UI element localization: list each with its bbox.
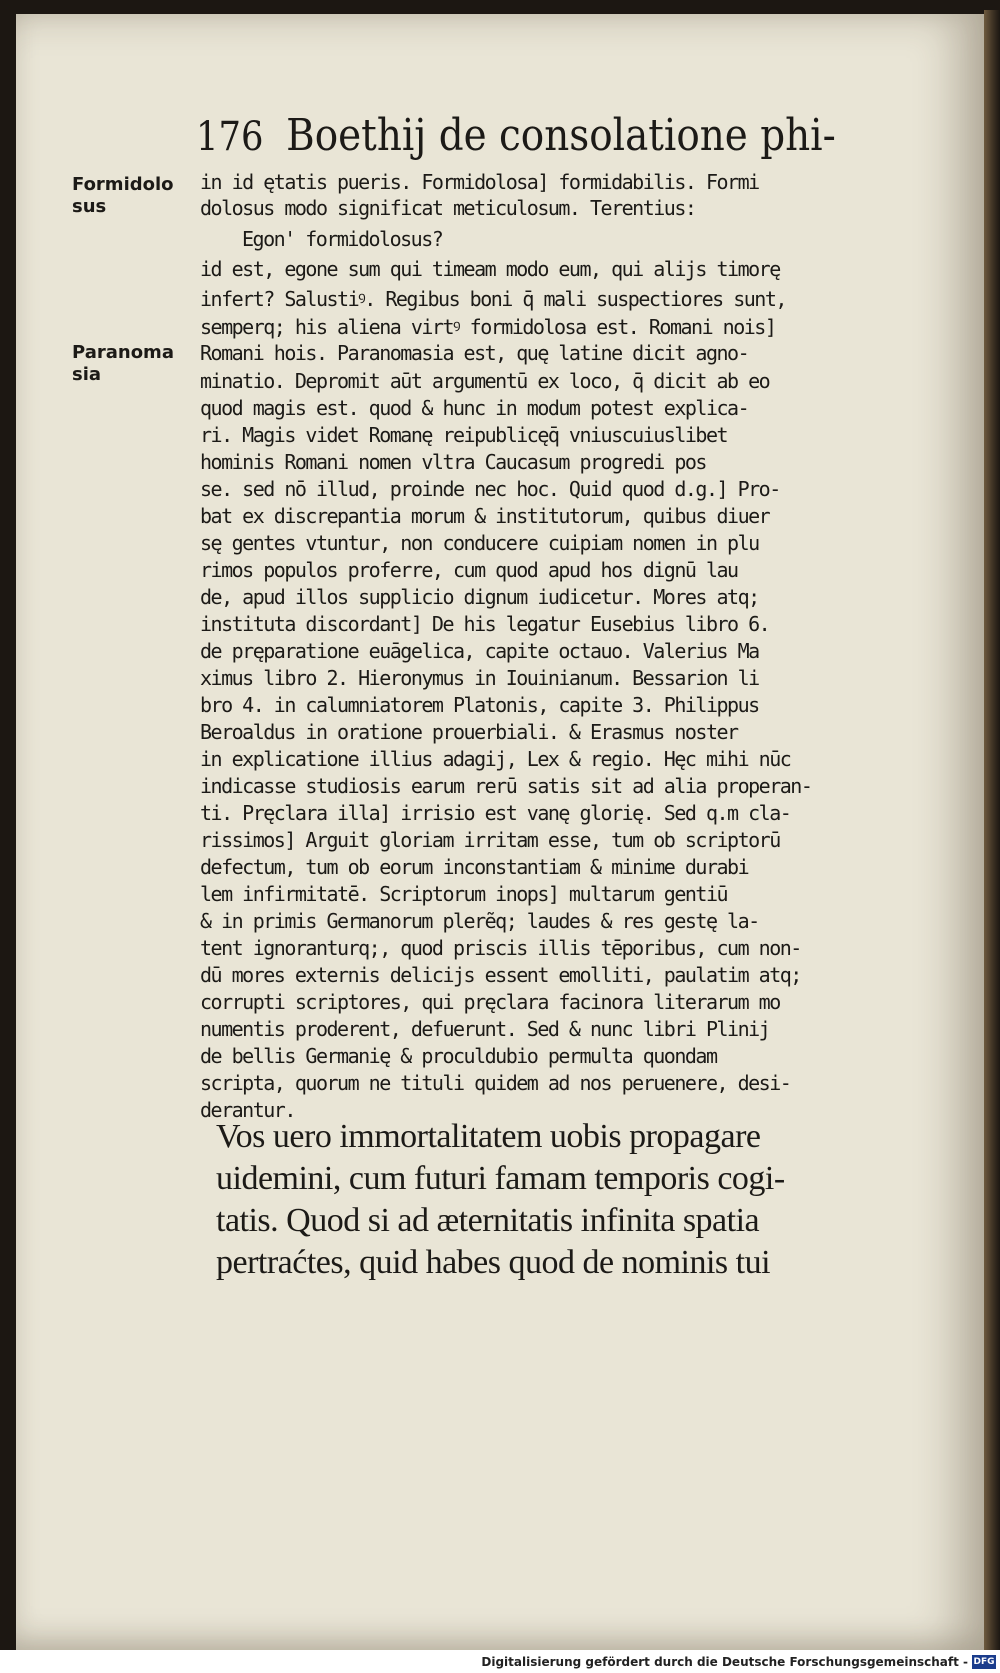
- main-text-line: Vos uero immortalitatem uobis propagare: [216, 1118, 761, 1155]
- main-text-line: tatis. Quod si ad æternitatis infinita spatia: [216, 1202, 760, 1239]
- margin-note: Formidolo sus: [72, 174, 174, 217]
- commentary-line: corrupti scriptores, qui pręclara facinora literarum mo: [200, 990, 780, 1014]
- commentary-line: semperq; his aliena virtꝰ formidolosa est. Romani nois]: [200, 315, 776, 339]
- commentary-line: instituta discordant] De his legatur Eusebius libro 6.: [200, 612, 770, 636]
- book-edge: [984, 10, 1000, 1650]
- main-text-line: pertraćtes, quid habes quod de nominis tui: [216, 1244, 771, 1281]
- commentary-line: scripta, quorum ne tituli quidem ad nos peruenere, desi-: [200, 1071, 791, 1095]
- commentary-line: ri. Magis videt Romanę reipublicęq̄ vniuscuiuslibet: [200, 423, 728, 447]
- commentary-line: Egon' formidolosus?: [242, 227, 443, 251]
- commentary-line: se. sed nō illud, proinde nec hoc. Quid quod d.g.] Pro-: [200, 477, 780, 501]
- margin-note: Paranoma sia: [72, 342, 174, 385]
- page-number: 176: [196, 114, 264, 160]
- commentary-line: ti. Pręclara illa] irrisio est vanę glorię. Sed q.m cla-: [200, 801, 791, 825]
- commentary-line: numentis proderent, defuerunt. Sed & nunc libri Plinij: [200, 1017, 770, 1041]
- commentary-line: de bellis Germanię & proculdubio permulta quondam: [200, 1044, 717, 1068]
- commentary-line: tent ignoranturq;, quod priscis illis tēporibus, cum non-: [200, 936, 801, 960]
- commentary-line: de pręparatione euāgelica, capite octauo. Valerius Ma: [200, 639, 759, 663]
- commentary-line: rissimos] Arguit gloriam irritam esse, tum ob scriptorū: [200, 828, 780, 852]
- commentary-line: ximus libro 2. Hieronymus in Iouinianum. Bessarion li: [200, 666, 759, 690]
- commentary-line: de, apud illos supplicio dignum iudicetur. Mores atq;: [200, 585, 759, 609]
- commentary-line: infert? Salustiꝰ. Regibus boni q̄ mali suspectiores sunt,: [200, 287, 786, 311]
- commentary-line: Romani hois. Paranomasia est, quę latine dicit agno-: [200, 341, 749, 365]
- footer-credit: Digitalisierung gefördert durch die Deutsche Forschungsgemeinschaft -: [481, 1655, 968, 1669]
- commentary-line: & in primis Germanorum plerẽq; laudes & res gestę la-: [200, 909, 759, 933]
- commentary-line: Beroaldus in oratione prouerbiali. & Erasmus noster: [200, 720, 738, 744]
- main-text-line: uidemini, cum futuri famam temporis cogi-: [216, 1160, 785, 1197]
- commentary-line: sę gentes vtuntur, non conducere cuipiam nomen in plu: [200, 531, 759, 555]
- commentary-line: rimos populos proferre, cum quod apud hos dignū lau: [200, 558, 738, 582]
- commentary-line: derantur.: [200, 1098, 295, 1122]
- commentary-line: minatio. Depromit aūt argumentū ex loco, q̄ dicit ab eo: [200, 369, 770, 393]
- commentary-line: id est, egone sum qui timeam modo eum, qui alijs timorę: [200, 257, 780, 281]
- commentary-line: indicasse studiosis earum rerū satis sit ad alia properan-: [200, 774, 812, 798]
- commentary-line: in id ętatis pueris. Formidolosa] formidabilis. Formi: [200, 170, 759, 194]
- commentary-line: dū mores externis delicijs essent emolliti, paulatim atq;: [200, 963, 801, 987]
- digitization-footer: [0, 1652, 1000, 1673]
- commentary-line: defectum, tum ob eorum inconstantiam & minime durabi: [200, 855, 749, 879]
- commentary-line: quod magis est. quod & hunc in modum potest explica-: [200, 396, 749, 420]
- commentary-line: bat ex discrepantia morum & institutorum, quibus diuer: [200, 504, 770, 528]
- commentary-line: hominis Romani nomen vltra Caucasum progredi pos: [200, 450, 706, 474]
- running-title: Boethij de consolatione phi-: [286, 110, 836, 161]
- commentary-line: in explicatione illius adagij, Lex & regio. Hęc mihi nūc: [200, 747, 791, 771]
- commentary-line: dolosus modo significat meticulosum. Terentius:: [200, 196, 696, 220]
- dfg-logo: DFG: [973, 1657, 995, 1667]
- commentary-line: bro 4. in calumniatorem Platonis, capite 3. Philippus: [200, 693, 759, 717]
- commentary-line: lem infirmitatē. Scriptorum inops] multarum gentiū: [200, 882, 728, 906]
